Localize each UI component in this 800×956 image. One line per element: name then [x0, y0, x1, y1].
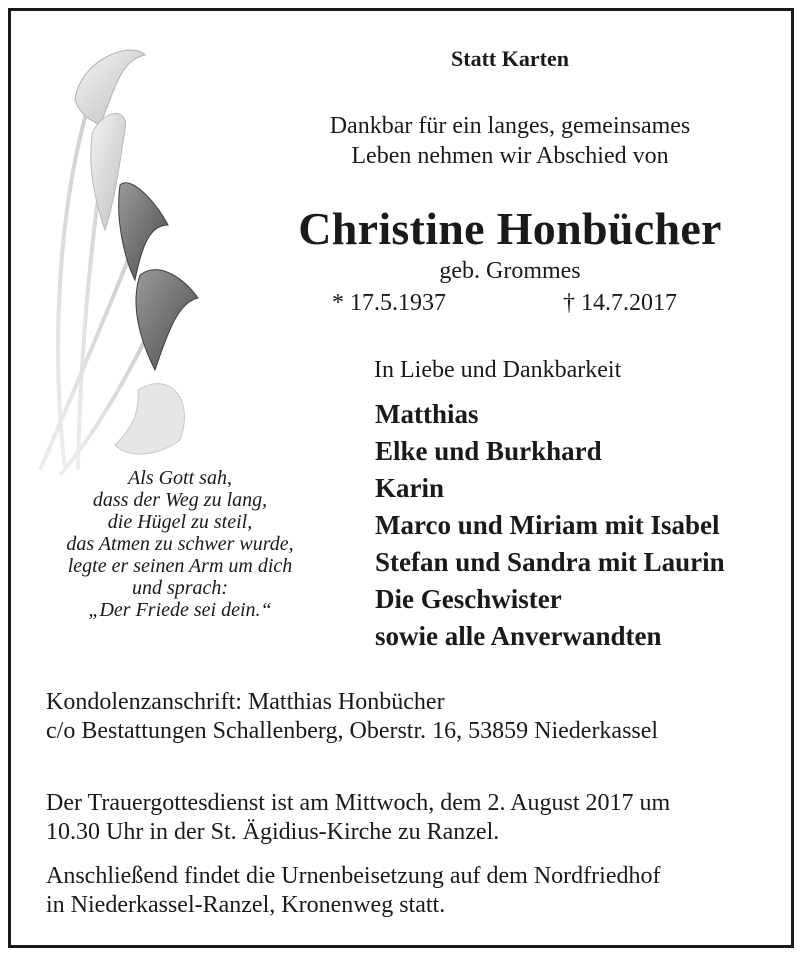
intro-line: Dankbar für ein langes, gemeinsames	[329, 113, 691, 139]
dedication: In Liebe und Dankbarkeit	[374, 357, 622, 383]
notice-heading: Statt Karten	[451, 46, 569, 71]
calla-lily-icon	[20, 40, 220, 480]
mourner-entry: Matthias	[375, 399, 479, 429]
mourner-entry: Marco und Miriam mit Isabel	[375, 510, 720, 540]
mourner-entry: Stefan und Sandra mit Laurin	[375, 547, 725, 577]
burial-info	[46, 862, 660, 920]
burial-line: Anschließend findet die Urnenbeisetzung auf dem Nordfriedhof	[46, 863, 661, 889]
poem	[30, 467, 330, 621]
condolence-address	[46, 688, 658, 746]
poem-line: das Atmen zu schwer wurde,	[66, 533, 294, 555]
poem-line: legte er seinen Arm um dich	[67, 555, 293, 577]
mourner-entry: sowie alle Anverwandten	[375, 621, 662, 651]
service-line: 10.30 Uhr in der St. Ägidius-Kirche zu Ranzel.	[46, 819, 500, 845]
address-line: Kondolenzanschrift: Matthias Honbücher	[46, 689, 445, 715]
address-line: c/o Bestattungen Schallenberg, Oberstr. 16, 53859 Niederkassel	[46, 718, 659, 744]
service-line: Der Trauergottesdienst ist am Mittwoch, dem 2. August 2017 um	[46, 790, 671, 816]
intro-line: Leben nehmen wir Abschied von	[351, 143, 669, 169]
mourners-list	[375, 396, 725, 655]
death-date: † 14.7.2017	[563, 290, 677, 316]
intro-text	[270, 111, 750, 171]
poem-line: und sprach:	[131, 577, 229, 599]
service-info	[46, 789, 670, 847]
mourner-entry: Karin	[375, 473, 445, 503]
poem-line: Als Gott sah,	[128, 467, 232, 489]
deceased-name: Christine Honbücher	[298, 203, 722, 254]
poem-line: „Der Friede sei dein.“	[88, 599, 272, 621]
maiden-name: geb. Grommes	[439, 258, 581, 284]
mourner-entry: Elke und Burkhard	[375, 436, 602, 466]
burial-line: in Niederkassel-Ranzel, Kronenweg statt.	[46, 892, 446, 918]
birth-date: * 17.5.1937	[332, 290, 446, 316]
poem-line: die Hügel zu steil,	[107, 511, 253, 533]
poem-line: dass der Weg zu lang,	[92, 489, 268, 511]
mourner-entry: Die Geschwister	[375, 584, 562, 614]
